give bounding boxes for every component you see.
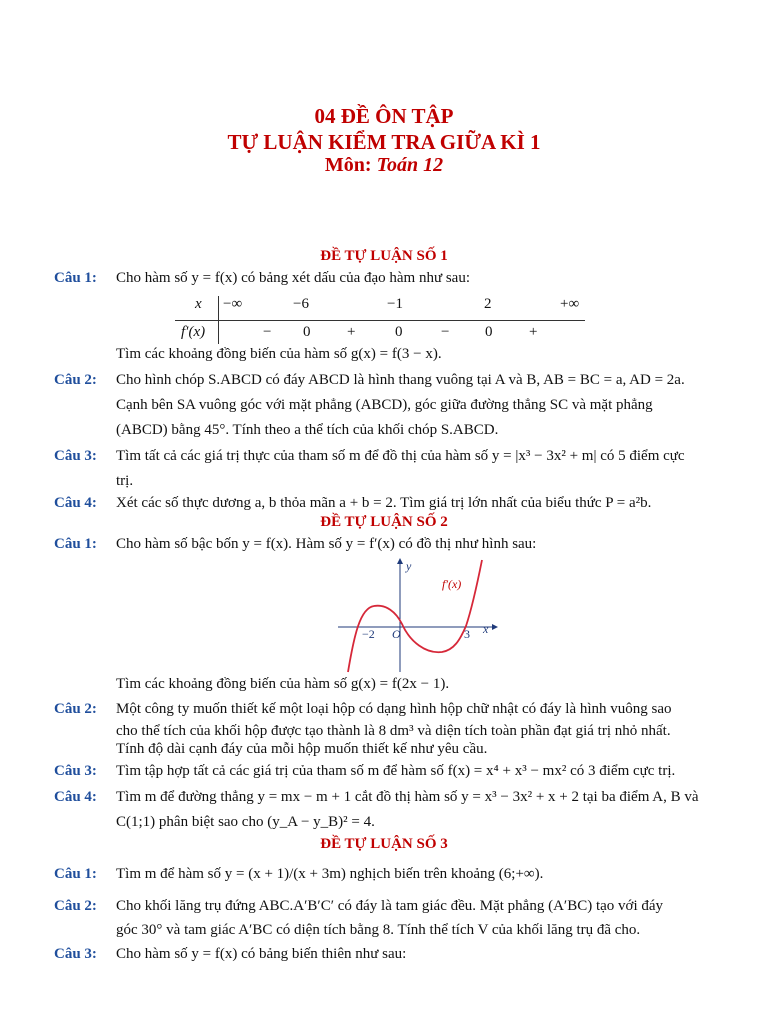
tick-neg-2: −2 bbox=[362, 627, 375, 641]
s2-q3-line1: Tìm tập hợp tất cả các giá trị của tham số m để hàm số f(x) = x⁴ + x³ − mx² có 3 điểm cực trị. bbox=[116, 763, 676, 779]
x-axis-arrow bbox=[492, 624, 498, 630]
sign-table-s3: 0 bbox=[395, 324, 403, 340]
s3-q2-line2: góc 30° và tam giác A′BC có diện tích bằng 8. Tính thể tích V của khối lăng trụ đã cho. bbox=[116, 922, 641, 938]
s3-q3-label: Câu 3: bbox=[54, 946, 97, 962]
s3-q2-label: Câu 2: bbox=[54, 898, 97, 914]
s1-q1-label: Câu 1: bbox=[54, 270, 97, 286]
s1-q3-label: Câu 3: bbox=[54, 448, 97, 464]
origin-label: O bbox=[392, 627, 401, 641]
s2-q4-line2: C(1;1) phân biệt sao cho (y_A − y_B)² = 4. bbox=[116, 814, 375, 830]
sign-table-x-4: +∞ bbox=[560, 296, 580, 312]
s1-q2-line2: Cạnh bên SA vuông góc với mặt phẳng (ABCD), góc giữa đường thẳng SC và mặt phẳng bbox=[116, 397, 653, 413]
s2-q2-line1: Một công ty muốn thiết kế một loại hộp có dạng hình hộp chữ nhật có đáy là hình vuông sao bbox=[116, 701, 672, 717]
s1-q2-label: Câu 2: bbox=[54, 372, 97, 388]
s1-q2-line1: Cho hình chóp S.ABCD có đáy ABCD là hình thang vuông tại A và B, AB = BC = a, AD = 2a. bbox=[116, 372, 685, 388]
sign-table-hline bbox=[175, 320, 585, 321]
sign-table-x-1: −6 bbox=[293, 296, 309, 312]
tick-3: 3 bbox=[464, 627, 470, 641]
s1-q1-text2: Tìm các khoảng đồng biến của hàm số g(x) = f(3 − x). bbox=[116, 346, 442, 362]
s2-q1-label: Câu 1: bbox=[54, 536, 97, 552]
sign-table-fp-head: f′(x) bbox=[181, 324, 206, 340]
s1-q1-text: Cho hàm số y = f(x) có bảng xét dấu của đạo hàm như sau: bbox=[116, 270, 471, 286]
derivative-graph bbox=[330, 556, 500, 676]
sign-table-x-head: x bbox=[195, 296, 202, 312]
s2-q3-label: Câu 3: bbox=[54, 763, 97, 779]
sign-table-s0: − bbox=[263, 324, 272, 340]
subject-name: Toán 12 bbox=[376, 154, 444, 176]
s3-q3-line1: Cho hàm số y = f(x) có bảng biến thiên như sau: bbox=[116, 946, 407, 962]
sign-table-s6: + bbox=[529, 324, 538, 340]
section2-title: ĐỀ TỰ LUẬN SỐ 2 bbox=[320, 514, 448, 530]
sign-table-s1: 0 bbox=[303, 324, 311, 340]
s3-q1-label: Câu 1: bbox=[54, 866, 97, 882]
s2-q4-line1: Tìm m để đường thẳng y = mx − m + 1 cắt đồ thị hàm số y = x³ − 3x² + x + 2 tại ba điểm A, B và bbox=[116, 789, 699, 805]
sign-table-x-2: −1 bbox=[387, 296, 403, 312]
s2-q2-line3: Tính độ dài cạnh đáy của mỗi hộp muốn thiết kế như yêu cầu. bbox=[116, 741, 488, 757]
s2-q1-line1: Cho hàm số bậc bốn y = f(x). Hàm số y = f′(x) có đồ thị như hình sau: bbox=[116, 536, 537, 552]
sign-table-x-0: −∞ bbox=[223, 296, 243, 312]
s1-q3-line1: Tìm tất cả các giá trị thực của tham số m để đồ thị của hàm số y = |x³ − 3x² + m| có 5 điểm cực bbox=[116, 448, 685, 464]
s1-q3-line2: trị. bbox=[116, 473, 134, 489]
doc-title-line1: 04 ĐỀ ÔN TẬP bbox=[314, 104, 454, 128]
sign-table-s5: 0 bbox=[485, 324, 493, 340]
s2-q2-label: Câu 2: bbox=[54, 701, 97, 717]
derivative-curve bbox=[348, 560, 482, 672]
sign-table-s2: + bbox=[347, 324, 356, 340]
x-axis-label: x bbox=[483, 622, 489, 636]
s3-q2-line1: Cho khối lăng trụ đứng ABC.A′B′C′ có đáy là tam giác đều. Mặt phẳng (A′BC) tạo với đáy bbox=[116, 898, 664, 914]
s1-q4-line1: Xét các số thực dương a, b thỏa mãn a + b = 2. Tìm giá trị lớn nhất của biểu thức P = a²b. bbox=[116, 495, 652, 511]
y-axis-arrow bbox=[397, 558, 403, 564]
sign-table-s4: − bbox=[441, 324, 450, 340]
s1-q2-line3: (ABCD) bằng 45°. Tính theo a thể tích của khối chóp S.ABCD. bbox=[116, 422, 499, 438]
s1-q4-label: Câu 4: bbox=[54, 495, 97, 511]
sign-table-vline bbox=[218, 296, 219, 344]
doc-subject-line bbox=[0, 154, 768, 177]
curve-label: f′(x) bbox=[442, 577, 462, 591]
sign-table bbox=[175, 294, 585, 344]
s2-q2-line2: cho thể tích của khối hộp được tạo thành là 8 dm³ và diện tích toàn phần đạt giá trị nhỏ nhất. bbox=[116, 723, 671, 739]
subject-label: Môn: bbox=[324, 154, 377, 176]
section1-title: ĐỀ TỰ LUẬN SỐ 1 bbox=[320, 248, 448, 264]
y-axis-label: y bbox=[406, 559, 412, 573]
s2-q4-label: Câu 4: bbox=[54, 789, 97, 805]
doc-title-line2: TỰ LUẬN KIỂM TRA GIỮA KÌ 1 bbox=[227, 130, 541, 154]
sign-table-x-3: 2 bbox=[484, 296, 492, 312]
s3-q1-line1: Tìm m để hàm số y = (x + 1)/(x + 3m) nghịch biến trên khoảng (6;+∞). bbox=[116, 866, 544, 882]
s2-q1-line2: Tìm các khoảng đồng biến của hàm số g(x) = f(2x − 1). bbox=[116, 676, 450, 692]
section3-title: ĐỀ TỰ LUẬN SỐ 3 bbox=[320, 836, 448, 852]
